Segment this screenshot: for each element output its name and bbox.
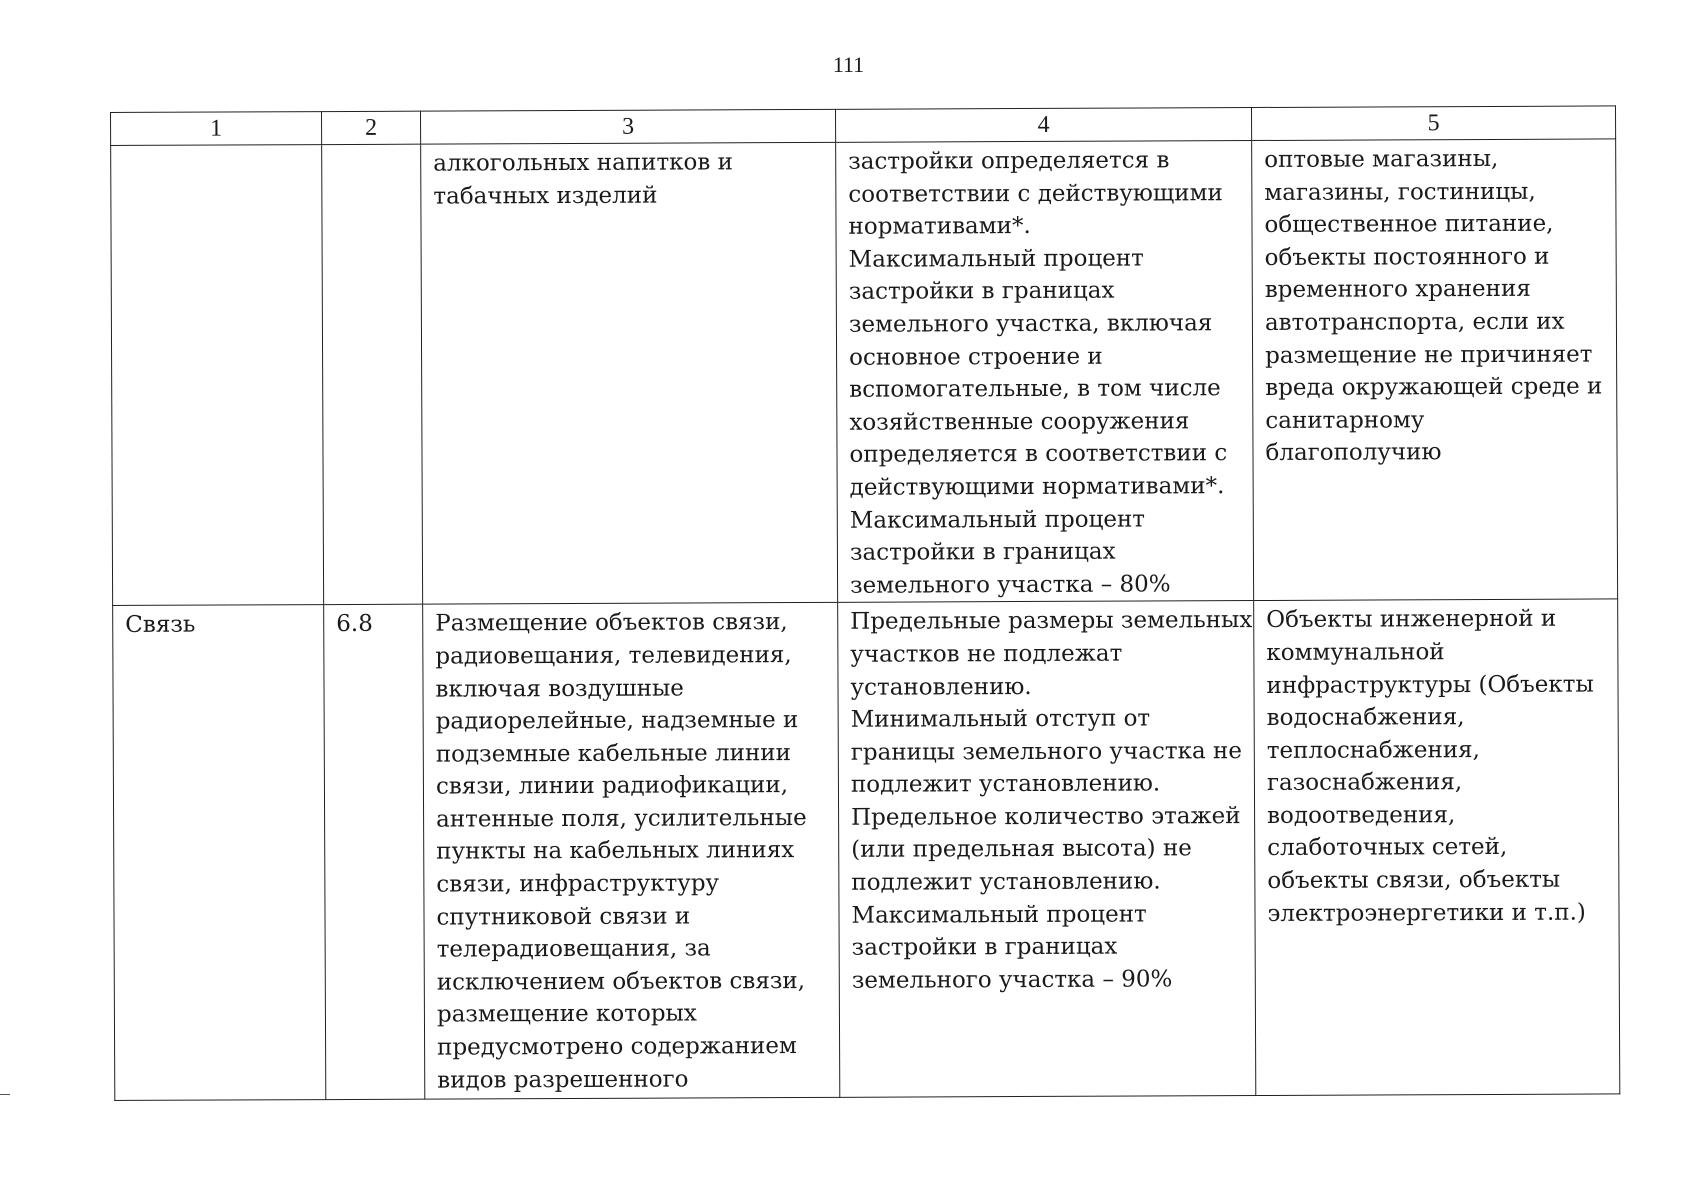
cell-text-line: телерадиовещания, за bbox=[436, 935, 711, 963]
cell-text-line: газоснабжения, bbox=[1266, 769, 1463, 797]
cell-text-line: объекты связи, объекты bbox=[1267, 866, 1561, 895]
cell-text-line: пункты на кабельных линиях bbox=[436, 837, 795, 866]
cell-text-line: нормативами*. bbox=[848, 213, 1031, 240]
cell-text-line: вспомогательные, в том числе bbox=[849, 375, 1221, 403]
cell-text-line: действующими нормативами*. bbox=[849, 473, 1225, 501]
cell-text-line: оптовые магазины, bbox=[1264, 145, 1499, 173]
cell-use-name: Связь bbox=[113, 605, 326, 1101]
cell-text-line: Предельные размеры земельных bbox=[850, 607, 1253, 636]
cell-text-line: теплоснабжения, bbox=[1266, 736, 1481, 764]
cell-text-line: инфраструктуры (Объекты bbox=[1266, 671, 1594, 699]
column-header-5: 5 bbox=[1251, 106, 1615, 141]
table-row bbox=[113, 599, 1620, 1101]
cell-text-line: Максимальный процент bbox=[848, 245, 1144, 273]
cell-description bbox=[421, 142, 838, 604]
cell-text-line: подлежит установлению. bbox=[851, 868, 1161, 896]
cell-text-line: автотранспорта, если их bbox=[1264, 308, 1565, 336]
cell-description bbox=[423, 603, 840, 1100]
margin-mark bbox=[0, 1094, 10, 1095]
cell-use-name bbox=[111, 145, 324, 606]
table-row bbox=[111, 139, 1618, 606]
cell-text-line: подлежит установлению. bbox=[850, 770, 1161, 799]
cell-text-line: временного хранения bbox=[1264, 276, 1531, 304]
cell-text-line: связи, инфраструктуру bbox=[436, 870, 720, 898]
cell-text-line: соответствии с действующими bbox=[848, 179, 1223, 208]
cell-text-line: земельного участка – 80% bbox=[850, 571, 1171, 599]
cell-text-line: общественное питание, bbox=[1264, 210, 1554, 239]
cell-text-line: границы земельного участка не bbox=[850, 737, 1242, 766]
cell-text-line: (или предельная высота) не bbox=[851, 835, 1192, 864]
cell-text-line: предусмотрено содержанием bbox=[437, 1033, 797, 1061]
page-number: 111 bbox=[832, 52, 865, 77]
cell-text-line: основное строение и bbox=[849, 343, 1103, 371]
cell-text-line: магазины, гостиницы, bbox=[1264, 178, 1536, 206]
column-header-3: 3 bbox=[420, 109, 835, 144]
column-header-2: 2 bbox=[322, 111, 421, 144]
cell-auxiliary-uses bbox=[1252, 139, 1618, 601]
cell-text-line: застройки в границах bbox=[849, 538, 1116, 566]
cell-text-line: спутниковой связи и bbox=[436, 903, 691, 931]
cell-text-line: участков не подлежат bbox=[850, 640, 1123, 668]
cell-text-line: табачных изделий bbox=[433, 182, 658, 210]
cell-auxiliary-uses bbox=[1254, 599, 1620, 1096]
column-header-4: 4 bbox=[835, 108, 1251, 143]
cell-text-line: подземные кабельные линии bbox=[435, 739, 791, 768]
cell-text-line: радиорелейные, надземные и bbox=[435, 707, 799, 735]
cell-use-code bbox=[322, 144, 423, 605]
cell-text-line: электроэнергетики и т.п.) bbox=[1267, 899, 1586, 927]
cell-text-line: застройки в границах bbox=[848, 277, 1115, 306]
cell-text-line: Минимальный отступ от bbox=[850, 705, 1151, 733]
cell-parameters bbox=[836, 141, 1254, 603]
cell-text-line: застройки определяется в bbox=[848, 147, 1170, 175]
cell-text-line: установлению. bbox=[850, 673, 1032, 701]
cell-text-line: исключением объектов связи, bbox=[436, 967, 806, 996]
cell-text-line: алкогольных напитков и bbox=[433, 149, 734, 177]
cell-text-line: слаботочных сетей, bbox=[1267, 834, 1508, 862]
cell-text-line: объекты постоянного и bbox=[1264, 243, 1550, 271]
cell-text-line: Предельное количество этажей bbox=[851, 802, 1241, 831]
cell-text-line: Максимальный процент bbox=[849, 506, 1146, 534]
cell-text-line: водоснабжения, bbox=[1266, 704, 1465, 732]
cell-text-line: связи, линии радиофикации, bbox=[435, 772, 789, 800]
cell-use-code: 6.8 bbox=[324, 604, 425, 1099]
cell-text-line: санитарному bbox=[1265, 407, 1425, 434]
cell-text-line: Объекты инженерной и bbox=[1266, 606, 1557, 634]
cell-text-line: Размещение объектов связи, bbox=[435, 609, 788, 637]
cell-text-line: хозяйственные сооружения bbox=[849, 408, 1190, 436]
column-header-1: 1 bbox=[111, 112, 322, 146]
cell-text-line: застройки в границах bbox=[851, 933, 1118, 962]
cell-parameters bbox=[838, 601, 1256, 1098]
cell-text-line: видов разрешенного bbox=[437, 1066, 689, 1094]
cell-text-line: благополучию bbox=[1265, 439, 1442, 467]
cell-text-line: вреда окружающей среде и bbox=[1265, 373, 1603, 402]
cell-text-line: размещение не причиняет bbox=[1265, 341, 1593, 369]
cell-text-line: определяется в соответствии с bbox=[849, 440, 1228, 469]
cell-text-line: Максимальный процент bbox=[851, 901, 1147, 929]
cell-text-line: коммунальной bbox=[1266, 639, 1445, 666]
cell-text-line: земельного участка, включая bbox=[848, 310, 1213, 338]
cell-text-line: водоотведения, bbox=[1267, 802, 1456, 829]
cell-text-line: размещение которых bbox=[436, 1000, 697, 1029]
land-use-table bbox=[110, 105, 1620, 1101]
cell-text-line: радиовещания, телевидения, bbox=[435, 641, 792, 670]
cell-text-line: включая воздушные bbox=[435, 675, 684, 703]
cell-text-line: антенные поля, усилительные bbox=[436, 804, 807, 833]
cell-text-line: земельного участка – 90% bbox=[851, 966, 1173, 994]
